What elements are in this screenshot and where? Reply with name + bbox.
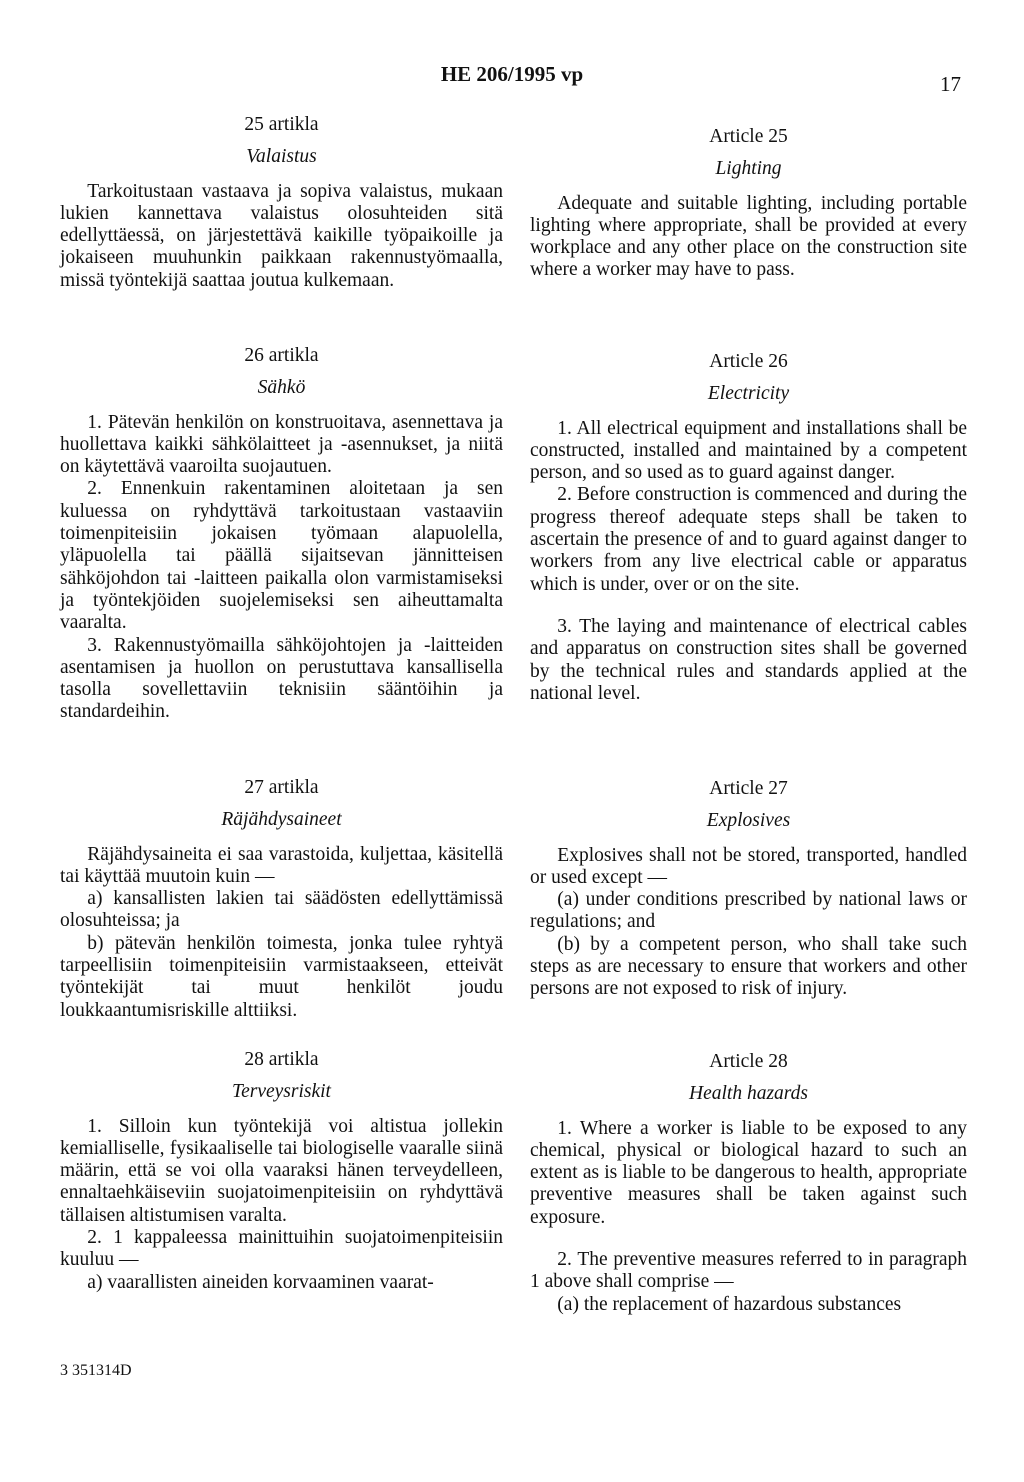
list-item: (b) by a competent person, who shall take such steps as are necessary to ensure that workers and other persons are not exposed to risk of injury. (530, 933, 967, 1000)
paragraph: 1. Pätevän henkilön on konstruoitava, asennettava ja huollettava kaikki sähkölaitteet ja -asennukset, ja niitä on käytettävä vaaroilta suojautuen. (60, 411, 503, 478)
article-28-en (530, 1051, 967, 1316)
page-number: 17 (940, 72, 961, 96)
article-heading: Räjähdysaineet (221, 809, 342, 831)
article-number: 26 artikla (244, 345, 319, 366)
article-number: 28 artikla (244, 1049, 319, 1070)
paragraph: Adequate and suitable lighting, including portable lighting where appropriate, shall be provided at every workplace and any other place on the construction site where a worker may have to pass. (530, 192, 967, 281)
list-item: (a) the replacement of hazardous substances (557, 1293, 902, 1315)
article-25-fi (60, 114, 503, 345)
paragraph: Räjähdysaineita ei saa varastoida, kuljettaa, käsitellä tai käyttää muutoin kuin — (60, 843, 503, 887)
paragraph: 2. Ennenkuin rakentaminen aloitetaan ja sen kuluessa on ryhdyttävä tarkoitustaan vastaaviin toimenpiteisiin jokaisen työmaan alapuolella, yläpuolella tai päällä sijaitsevan jännitteisen sähköjohdon tai -laitteen paikalla olon varmistamiseksi ja työntekjöiden suojelemiseksi sen aiheuttamalta vaaralta. (60, 478, 503, 634)
article-heading: Electricity (707, 383, 790, 405)
article-27-fi (60, 777, 503, 1049)
article-heading: Lighting (715, 158, 782, 180)
print-code: 3 351314D (60, 1362, 132, 1379)
paragraph: 2. The preventive measures referred to in paragraph 1 above shall comprise — (530, 1249, 967, 1293)
paragraph: Explosives shall not be stored, transported, handled or used except — (530, 844, 967, 888)
article-heading: Health hazards (689, 1083, 808, 1105)
article-heading: Valaistus (246, 146, 317, 168)
article-27-en (530, 778, 967, 1051)
paragraph: 2. Before construction is commenced and during the progress thereof adequate steps shall be taken to ascertain the presence of and to guard against danger to workers from any live electrical cable or apparatus which is under, over or on the site. (530, 484, 967, 595)
article-28-fi (60, 1049, 503, 1294)
paragraph: 2. 1 kappaleessa mainittuihin suojatoimenpiteisiin kuuluu — (60, 1227, 503, 1271)
list-item: (a) under conditions prescribed by national laws or regulations; and (530, 889, 967, 933)
paragraph: 1. All electrical equipment and installations shall be constructed, installed and maintained by a competent person, and so used as to guard against danger. (530, 417, 967, 484)
paragraph: Tarkoitustaan vastaava ja sopiva valaistus, mukaan lukien kannettava valaistus olosuhteiden sitä edellyttäessä, on järjestettävä kaikille työpaikoille ja jokaiseen muuhunkin paikkaan rakennustyömaalla, missä työntekijä saattaa joutua kulkemaan. (60, 180, 503, 291)
paragraph: 1. Where a worker is liable to be exposed to any chemical, physical or biological hazard to such an extent as is liable to be dangerous to health, appropriate preventive measures shall be taken against such exposure. (530, 1117, 967, 1228)
list-item: b) pätevän henkilön toimesta, jonka tulee ryhtyä tarpeellisiin toimenpiteisiin varmistaakseen, etteivät työntekijät tai muut henkilöt joudu loukkaantumisriskille alttiiksi. (60, 932, 503, 1021)
list-item: a) kansallisten lakien tai säädösten edellyttämissä olosuhteissa; ja (60, 888, 503, 932)
article-number: Article 28 (709, 1051, 788, 1072)
article-number: Article 25 (709, 126, 788, 147)
article-26-fi (60, 345, 503, 777)
paragraph: 3. Rakennustyömailla sähköjohtojen ja -laitteiden asentamisen ja huollon on perustuttava kansallisella tasolla sovellettaviin teknisiin sääntöihin ja standardeihin. (60, 634, 503, 723)
english-column (530, 114, 967, 1316)
article-heading: Terveysriskit (232, 1081, 331, 1103)
paragraph: 1. Silloin kun työntekijä voi altistua jollekin kemialliselle, fysikaaliselle tai biologiselle vaaralle siinä määrin, että se voi olla vaaraksi hänen terveydelleen, ennaltaehkäiseviin suojatoimenpiteisiin on ryhdyttävä tällaisen altistumisen varalta. (60, 1115, 503, 1226)
article-number: Article 26 (709, 351, 788, 372)
list-item: a) vaarallisten aineiden korvaaminen vaarat- (87, 1271, 434, 1293)
paragraph: 3. The laying and maintenance of electrical cables and apparatus on construction sites shall be governed by the technical rules and standards applied at the national level. (530, 615, 967, 704)
article-number: 27 artikla (244, 777, 319, 798)
article-number: Article 27 (709, 778, 788, 799)
article-heading: Sähkö (257, 377, 306, 399)
article-25-en (530, 114, 967, 351)
document-header-title: HE 206/1995 vp (440, 62, 584, 86)
finnish-column (60, 114, 503, 1294)
article-heading: Explosives (706, 810, 791, 832)
article-number: 25 artikla (244, 114, 319, 135)
article-26-en (530, 351, 967, 778)
